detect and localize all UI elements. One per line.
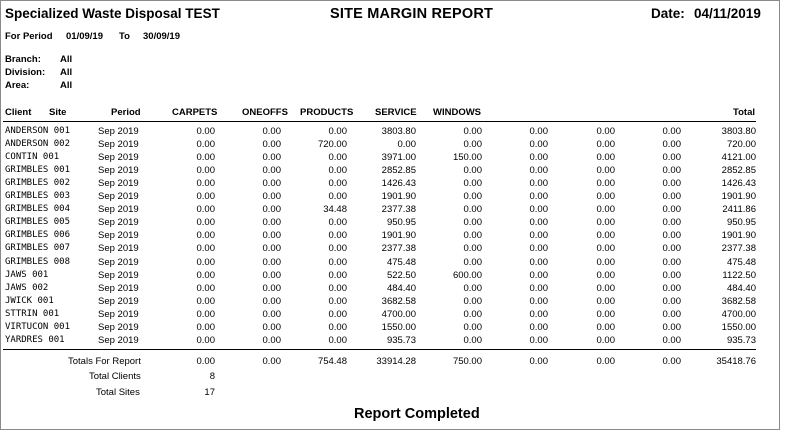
cell-oneoffs: 0.00 [262,126,281,137]
col-header-windows: WINDOWS [433,107,482,118]
cell-windows: 0.00 [463,217,482,229]
cell-products: 720.00 [317,139,347,151]
cell-extra2: 0.00 [596,230,615,242]
cell-oneoffs: 0.00 [262,334,281,346]
col-header-oneoffs: ONEOFFS [242,107,288,118]
table-row [0,152,780,165]
cell-client-site: GRIMBLES 001 [5,165,71,176]
cell-products: 0.00 [328,178,347,190]
cell-service: 3971.00 [381,152,416,164]
cell-client-site: GRIMBLES 004 [5,204,71,215]
cell-extra3: 0.00 [662,256,681,268]
cell-period: Sep 2019 [98,282,139,294]
cell-products: 0.00 [328,308,347,320]
cell-carpets: 0.00 [196,152,215,164]
cell-extra1: 0.00 [529,243,548,255]
cell-client-site: ANDERSON 001 [5,126,71,136]
cell-period: Sep 2019 [98,204,139,216]
date-label: Date: [651,6,685,21]
cell-period: Sep 2019 [98,139,139,151]
division-value: All [60,67,73,78]
cell-carpets: 0.00 [196,191,215,203]
cell-extra2: 0.00 [596,334,615,346]
cell-extra1: 0.00 [529,217,548,229]
cell-oneoffs: 0.00 [262,230,281,242]
cell-extra1: 0.00 [529,256,548,268]
cell-windows: 0.00 [463,191,482,203]
cell-products: 0.00 [328,256,347,268]
cell-oneoffs: 0.00 [262,321,281,333]
cell-products: 0.00 [328,334,347,346]
cell-period: Sep 2019 [98,256,139,268]
period-to-label: To [119,31,130,42]
cell-extra3: 0.00 [662,308,681,320]
cell-period: Sep 2019 [98,334,139,346]
cell-extra1: 0.00 [529,308,548,320]
col-header-client: Client [5,107,32,118]
cell-extra3: 0.00 [662,217,681,229]
cell-extra1: 0.00 [529,230,548,242]
cell-oneoffs: 0.00 [262,243,281,255]
table-row [0,139,780,152]
table-row [0,283,780,296]
cell-service: 1901.90 [381,230,416,242]
cell-oneoffs: 0.00 [262,152,281,164]
cell-period: Sep 2019 [98,165,139,177]
cell-extra3: 0.00 [662,243,681,255]
cell-total: 4700.00 [721,308,756,320]
cell-extra3: 0.00 [662,230,681,242]
cell-oneoffs: 0.00 [262,295,281,307]
cell-extra1: 0.00 [529,204,548,216]
cell-total: 3803.80 [721,126,756,137]
cell-period: Sep 2019 [98,191,139,203]
table-row [0,126,780,139]
cell-extra2: 0.00 [596,269,615,281]
cell-total: 2377.38 [721,243,756,255]
cell-service: 1550.00 [381,321,416,333]
cell-carpets: 0.00 [196,308,215,320]
report-date: 04/11/2019 [694,6,761,21]
period-from: 01/09/19 [66,31,103,42]
cell-extra1: 0.00 [529,152,548,164]
table-row [0,335,780,348]
cell-extra3: 0.00 [662,269,681,281]
cell-client-site: GRIMBLES 007 [5,243,71,254]
cell-total: 1426.43 [721,178,756,190]
table-row [0,217,780,230]
cell-client-site: JAWS 001 [5,269,49,280]
company-name: Specialized Waste Disposal TEST [5,6,220,21]
cell-oneoffs: 0.00 [262,282,281,294]
cell-extra2: 0.00 [596,217,615,229]
cell-extra1: 0.00 [529,191,548,203]
cell-service: 935.73 [386,334,416,346]
cell-extra2: 0.00 [596,243,615,255]
cell-extra2: 0.00 [596,178,615,190]
cell-total: 2411.86 [722,204,756,216]
cell-products: 0.00 [328,126,347,137]
cell-service: 1901.90 [381,191,416,203]
cell-total: 1122.50 [722,269,756,281]
cell-service: 1426.43 [381,178,416,190]
cell-total: 1901.90 [721,230,756,242]
cell-total: 720.00 [726,139,756,151]
cell-carpets: 0.00 [196,139,215,151]
cell-windows: 0.00 [463,230,482,242]
cell-extra2: 0.00 [596,256,615,268]
cell-total: 484.40 [726,282,756,294]
cell-extra2: 0.00 [596,126,615,137]
table-row [0,270,780,283]
cell-extra2: 0.00 [596,308,615,320]
cell-extra1: 0.00 [529,165,548,177]
branch-label: Branch: [5,54,41,65]
cell-service: 4700.00 [381,308,416,320]
cell-service: 0.00 [397,139,416,151]
cell-carpets: 0.00 [196,217,215,229]
totals-divider [3,349,756,350]
report-completed: Report Completed [354,406,480,422]
cell-carpets: 0.00 [196,295,215,307]
cell-client-site: VIRTUCON 001 [5,321,71,332]
cell-products: 0.00 [328,243,347,255]
cell-windows: 0.00 [463,204,482,216]
cell-client-site: STTRIN 001 [5,308,60,319]
cell-extra2: 0.00 [596,139,615,151]
table-row [0,165,780,178]
cell-products: 0.00 [328,191,347,203]
cell-extra3: 0.00 [662,295,681,307]
cell-extra2: 0.00 [596,321,615,333]
cell-windows: 0.00 [463,139,482,151]
period-to: 30/09/19 [143,31,180,42]
total-products: 754.48 [317,356,347,367]
table-row [0,257,780,270]
cell-products: 0.00 [328,282,347,294]
cell-total: 2852.85 [721,165,756,177]
table-row [0,322,780,335]
cell-windows: 0.00 [463,126,482,137]
cell-oneoffs: 0.00 [262,308,281,320]
total-extra3: 0.00 [662,356,681,367]
cell-period: Sep 2019 [98,217,139,229]
table-row [0,230,780,243]
cell-products: 0.00 [328,269,347,281]
cell-carpets: 0.00 [196,204,215,216]
cell-extra2: 0.00 [596,152,615,164]
cell-service: 484.40 [386,282,416,294]
cell-products: 0.00 [328,152,347,164]
cell-windows: 0.00 [463,308,482,320]
cell-oneoffs: 0.00 [262,178,281,190]
table-row [0,178,780,191]
cell-period: Sep 2019 [98,126,139,137]
total-extra1: 0.00 [529,356,548,367]
cell-client-site: GRIMBLES 006 [5,230,71,241]
cell-extra2: 0.00 [596,295,615,307]
cell-total: 475.48 [726,256,756,268]
cell-service: 522.50 [386,269,416,281]
report-title: SITE MARGIN REPORT [330,6,494,22]
division-label: Division: [5,67,46,78]
table-row [0,309,780,322]
total-sites-value: 17 [204,387,215,398]
branch-value: All [60,54,73,65]
cell-extra2: 0.00 [596,191,615,203]
cell-service: 3803.80 [381,126,416,137]
cell-period: Sep 2019 [98,152,139,164]
cell-extra3: 0.00 [662,321,681,333]
cell-period: Sep 2019 [98,178,139,190]
area-label: Area: [5,80,30,91]
cell-windows: 0.00 [463,334,482,346]
total-carpets: 0.00 [196,356,215,367]
cell-carpets: 0.00 [196,243,215,255]
cell-carpets: 0.00 [196,334,215,346]
total-clients-value: 8 [209,371,215,382]
cell-extra1: 0.00 [529,295,548,307]
cell-extra2: 0.00 [596,282,615,294]
cell-period: Sep 2019 [98,308,139,320]
cell-windows: 0.00 [463,321,482,333]
col-header-products: PRODUCTS [300,107,354,118]
cell-service: 475.48 [386,256,416,268]
cell-products: 0.00 [328,230,347,242]
cell-extra3: 0.00 [662,139,681,151]
cell-oneoffs: 0.00 [262,191,281,203]
cell-service: 2377.38 [381,204,416,216]
cell-service: 2377.38 [381,243,416,255]
cell-extra3: 0.00 [662,191,681,203]
total-service: 33914.28 [376,356,416,367]
cell-client-site: CONTIN 001 [5,152,60,163]
cell-service: 3682.58 [381,295,416,307]
cell-extra2: 0.00 [596,165,615,177]
cell-client-site: JAWS 002 [5,282,49,293]
cell-carpets: 0.00 [196,178,215,190]
col-header-period: Period [111,107,141,118]
cell-extra3: 0.00 [662,178,681,190]
cell-total: 3682.58 [721,295,756,307]
cell-windows: 0.00 [463,295,482,307]
cell-extra1: 0.00 [529,126,548,137]
cell-client-site: GRIMBLES 008 [5,256,71,267]
cell-oneoffs: 0.00 [262,256,281,268]
col-header-total: Total [733,107,755,118]
cell-client-site: GRIMBLES 003 [5,191,71,202]
cell-service: 2852.85 [381,165,416,177]
col-header-site: Site [49,107,67,118]
cell-products: 0.00 [328,165,347,177]
total-extra2: 0.00 [596,356,615,367]
cell-extra3: 0.00 [662,282,681,294]
cell-windows: 0.00 [463,178,482,190]
total-oneoffs: 0.00 [262,356,281,367]
table-row [0,191,780,204]
cell-extra3: 0.00 [662,165,681,177]
cell-period: Sep 2019 [98,295,139,307]
period-label: For Period [5,31,53,42]
cell-carpets: 0.00 [196,282,215,294]
cell-oneoffs: 0.00 [262,139,281,151]
cell-extra3: 0.00 [662,334,681,346]
cell-windows: 0.00 [463,256,482,268]
cell-oneoffs: 0.00 [262,165,281,177]
cell-products: 0.00 [328,295,347,307]
table-row [0,296,780,309]
cell-carpets: 0.00 [196,230,215,242]
cell-period: Sep 2019 [98,230,139,242]
total-sites-label: Total Sites [96,387,140,398]
cell-carpets: 0.00 [196,165,215,177]
cell-oneoffs: 0.00 [262,269,281,281]
cell-extra1: 0.00 [529,321,548,333]
total-clients-label: Total Clients [89,371,141,382]
total-total: 35418.76 [716,356,756,367]
cell-extra1: 0.00 [529,139,548,151]
cell-extra3: 0.00 [662,152,681,164]
cell-period: Sep 2019 [98,243,139,255]
header-underline [3,121,756,122]
cell-period: Sep 2019 [98,269,139,281]
cell-extra1: 0.00 [529,334,548,346]
cell-products: 0.00 [328,217,347,229]
cell-extra3: 0.00 [662,126,681,137]
cell-total: 4121.00 [721,152,756,164]
col-header-carpets: CARPETS [172,107,218,118]
cell-client-site: JWICK 001 [5,295,54,306]
cell-windows: 150.00 [452,152,482,164]
totals-label: Totals For Report [68,356,141,367]
cell-oneoffs: 0.00 [262,204,281,216]
cell-windows: 600.00 [452,269,482,281]
cell-carpets: 0.00 [196,256,215,268]
cell-client-site: GRIMBLES 005 [5,217,71,228]
table-row [0,204,780,217]
col-header-service: SERVICE [375,107,417,118]
cell-extra2: 0.00 [596,204,615,216]
cell-service: 950.95 [386,217,416,229]
cell-client-site: GRIMBLES 002 [5,178,71,189]
table-row [0,243,780,256]
cell-products: 0.00 [328,321,347,333]
cell-total: 950.95 [726,217,756,229]
cell-period: Sep 2019 [98,321,139,333]
cell-extra1: 0.00 [529,178,548,190]
cell-total: 935.73 [726,334,756,346]
area-value: All [60,80,73,91]
cell-carpets: 0.00 [196,269,215,281]
cell-extra1: 0.00 [529,269,548,281]
cell-extra3: 0.00 [662,204,681,216]
cell-carpets: 0.00 [196,321,215,333]
cell-windows: 0.00 [463,282,482,294]
cell-windows: 0.00 [463,165,482,177]
cell-total: 1901.90 [721,191,756,203]
cell-extra1: 0.00 [529,282,548,294]
total-windows: 750.00 [452,356,482,367]
cell-carpets: 0.00 [196,126,215,137]
cell-total: 1550.00 [721,321,756,333]
cell-client-site: ANDERSON 002 [5,139,71,150]
cell-client-site: YARDRES 001 [5,334,65,345]
cell-products: 34.48 [323,204,347,216]
cell-windows: 0.00 [463,243,482,255]
cell-oneoffs: 0.00 [262,217,281,229]
